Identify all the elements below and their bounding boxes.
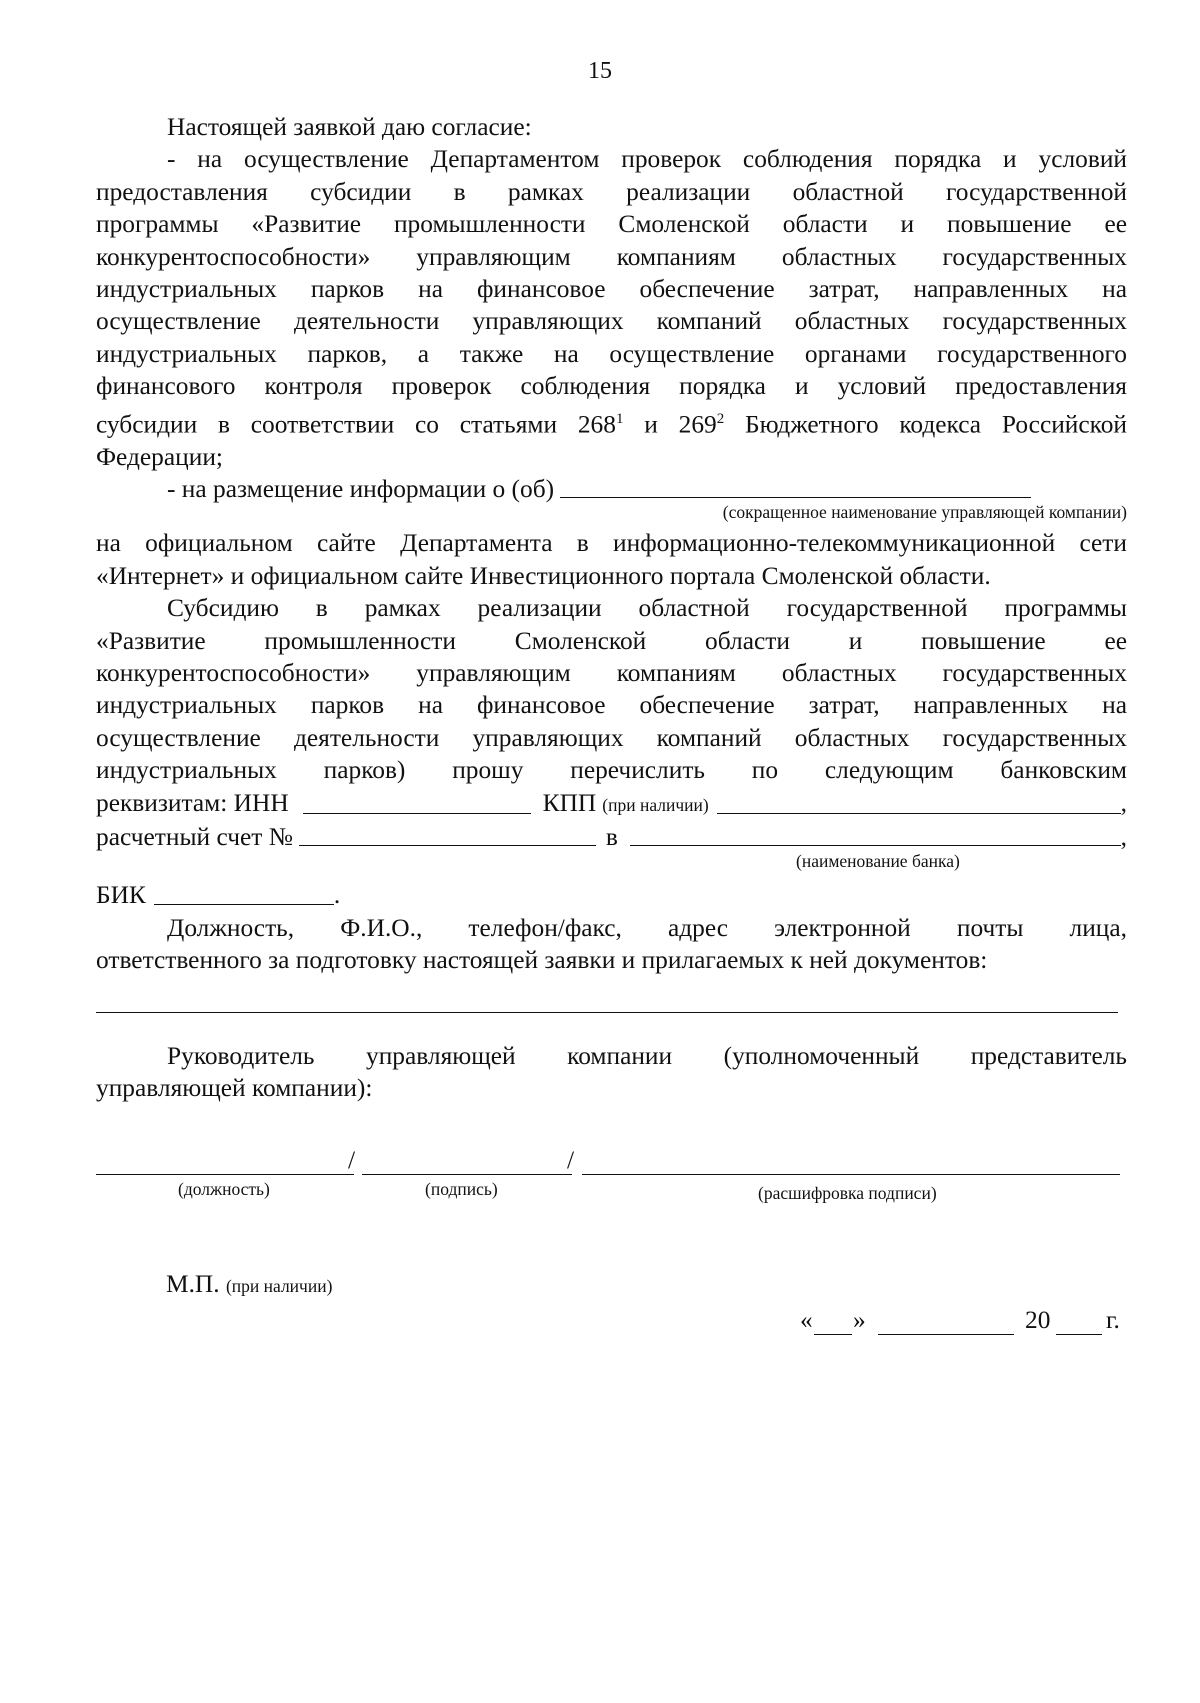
signature-caption: (подпись) — [425, 1179, 498, 1199]
responsible-paragraph — [96, 912, 1127, 977]
kpp-label: КПП — [542, 788, 597, 817]
text-line: индустриальных парков) прошу перечислить по следующим банковским — [96, 756, 1127, 785]
text-line: осуществление деятельности управляющих компаний областных государственных — [96, 307, 1127, 336]
stamp-note: (при наличии) — [225, 1276, 333, 1296]
head-paragraph — [96, 1040, 1127, 1105]
placement-lead: - на размещение информации о (об) — [167, 474, 555, 503]
slash: / — [348, 1146, 356, 1174]
consent-heading: Настоящей заявкой даю согласие: — [167, 113, 532, 141]
account-label: расчетный счет № — [96, 823, 293, 851]
account-field[interactable] — [299, 845, 596, 846]
text-line: - на осуществление Департаментом проверок соблюдения порядка и условий — [167, 145, 1127, 174]
kpp-field[interactable] — [717, 813, 1121, 814]
text-line: «Развитие промышленности Смоленской области и повышение ее — [96, 626, 1127, 655]
text-line: Руководитель управляющей компании (уполномоченный представитель — [167, 1042, 1127, 1070]
slash: / — [567, 1146, 575, 1174]
in-label: в — [605, 823, 618, 851]
signature-decode-caption: (расшифровка подписи) — [758, 1183, 937, 1203]
requisites-row — [96, 787, 1127, 821]
text-line: финансового контроля проверок соблюдения порядка и условий предоставления — [96, 372, 1127, 401]
company-name-caption: (сокращенное наименование управляющей компании) — [722, 502, 1127, 523]
position-field[interactable] — [96, 1174, 354, 1175]
position-caption: (должность) — [178, 1179, 270, 1199]
kpp-note: (при наличии) — [602, 794, 709, 815]
signature-decode-field[interactable] — [582, 1174, 1120, 1175]
text-line: «Интернет» и официальном сайте Инвестиционного портала Смоленской области. — [96, 561, 991, 590]
month-field[interactable] — [878, 1334, 1014, 1335]
date-open-quote: « — [800, 1306, 813, 1334]
text-segment: и 269 — [623, 410, 717, 439]
consent-paragraph-2 — [96, 527, 1127, 592]
text-line: индустриальных парков, а также на осуществление органами государственного — [96, 339, 1127, 368]
inn-label: реквизитам: ИНН — [96, 788, 289, 817]
text-line: на официальном сайте Департамента в информационно-телекоммуникационной сети — [96, 529, 1127, 558]
bank-caption: (наименование банка) — [796, 851, 960, 872]
stamp-label: М.П. — [166, 1270, 220, 1298]
inn-field[interactable] — [303, 813, 531, 814]
text-line: осуществление деятельности управляющих компаний областных государственных — [96, 723, 1127, 752]
text-line: конкурентоспособности» управляющим компаниям областных государственных — [96, 242, 1127, 271]
text-line: Субсидию в рамках реализации областной государственной программы — [167, 594, 1127, 623]
bank-caption-row — [96, 853, 1127, 875]
subsidy-paragraph — [96, 592, 1127, 786]
text-line: управляющей компании): — [96, 1074, 373, 1103]
comma: , — [1120, 788, 1127, 817]
comma: , — [1120, 823, 1127, 851]
text-line — [96, 403, 1127, 441]
year-suffix: г. — [1106, 1306, 1120, 1334]
period: . — [333, 881, 341, 910]
year-field[interactable] — [1056, 1334, 1102, 1335]
text-segment: Бюджетного кодекса Российской — [724, 410, 1127, 439]
stamp-row — [166, 1270, 332, 1299]
text-line: программы «Развитие промышленности Смоленской области и повышение ее — [96, 210, 1127, 239]
year-prefix: 20 — [1025, 1306, 1051, 1334]
responsible-person-field[interactable] — [96, 1012, 1118, 1013]
date-close-quote: » — [853, 1306, 866, 1334]
account-row — [96, 821, 1127, 853]
superscript: 2 — [716, 410, 725, 427]
bik-field[interactable] — [154, 904, 334, 905]
text-line: ответственного за подготовку настоящей заявки и прилагаемых к ней документов: — [96, 946, 988, 975]
bik-row — [96, 879, 1127, 911]
signature-field[interactable] — [362, 1174, 572, 1175]
consent-paragraph-1 — [96, 143, 1127, 473]
document-body — [96, 111, 1127, 977]
bik-label: БИК — [96, 881, 146, 910]
day-field[interactable] — [814, 1334, 852, 1335]
company-name-field[interactable] — [560, 497, 1031, 498]
text-line: индустриальных парков на финансовое обеспечение затрат, направленных на — [96, 275, 1127, 304]
text-line: Должность, Ф.И.О., телефон/факс, адрес электронной почты лица, — [167, 913, 1127, 942]
page-number: 15 — [588, 58, 612, 84]
text-line: предоставления субсидии в рамках реализации областной государственной — [96, 177, 1127, 206]
caption-row — [96, 502, 1127, 527]
bank-name-field[interactable] — [630, 845, 1121, 846]
text-line: индустриальных парков на финансовое обеспечение затрат, направленных на — [96, 691, 1127, 720]
text-line: Федерации; — [96, 442, 223, 471]
superscript: 1 — [615, 410, 624, 427]
text-segment: субсидии в соответствии со статьями 268 — [96, 410, 616, 439]
text-line: конкурентоспособности» управляющим компаниям областных государственных — [96, 658, 1127, 687]
